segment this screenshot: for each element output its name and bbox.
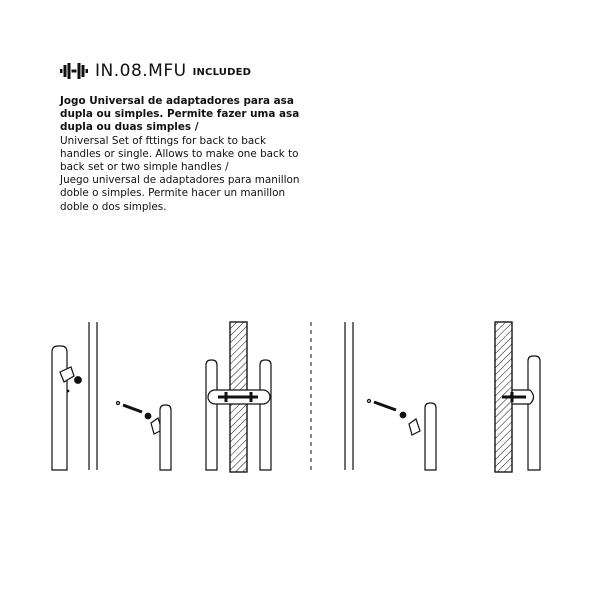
- product-header: [60, 60, 251, 82]
- description-pt: Jogo Universal de adaptadores para asa dupla ou simples. Permite fazer uma asa dupla ou duas simples /: [60, 95, 300, 134]
- product-description: [60, 95, 310, 214]
- product-code: IN.08.MFU: [95, 61, 187, 81]
- description-en: Universal Set of fttings for back to back handles or single. Allows to make one back to back set or two simple handles /: [60, 134, 299, 174]
- fitting-icon: [60, 62, 88, 80]
- installation-diagram: [0, 300, 600, 480]
- back-to-back-handles: [206, 322, 271, 472]
- single-handle-fitting: [52, 322, 97, 470]
- single-handle-mounted: [495, 322, 540, 472]
- fitting-parts-exploded: [117, 402, 172, 471]
- included-label: INCLUDED: [192, 66, 252, 78]
- description-es: Juego universal de adaptadores para manillon doble o simples. Permite hacer un manillon doble o dos simples.: [60, 174, 300, 213]
- exploded-parts-single: [345, 322, 436, 470]
